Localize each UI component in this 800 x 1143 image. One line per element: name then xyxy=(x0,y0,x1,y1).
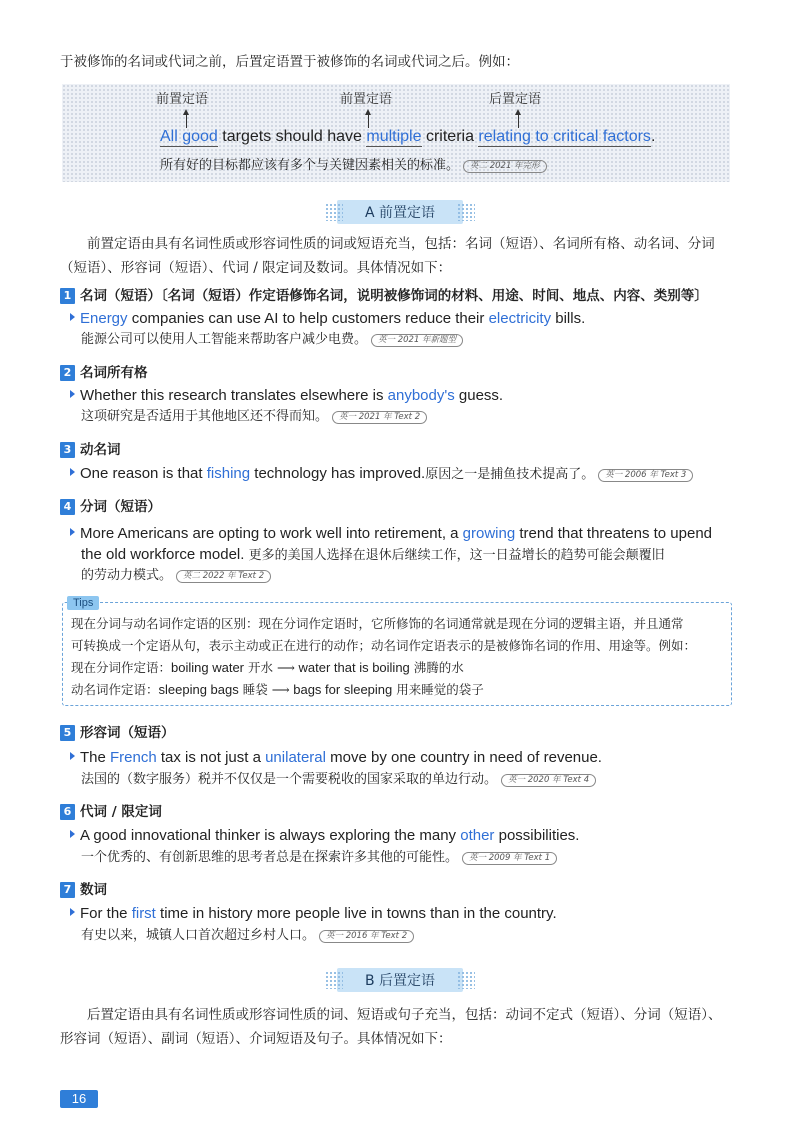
bullet-icon xyxy=(70,830,75,838)
arrow-right-icon: ⟶ xyxy=(271,682,290,697)
tips-line-4: 动名词作定语：sleeping bags 睡袋 ⟶ bags for sleeping 用来睡觉的袋子 xyxy=(71,682,484,697)
arrow-up-icon xyxy=(186,114,187,128)
section-a-intro: 前置定语由具有名词性质或形容词性质的词或短语充当，包括：名词（短语）、名词所有格、动名词、分词 （短语）、形容词（短语）、代词 / 限定词及数词。具体情况如下： xyxy=(60,236,715,276)
intro-line: 于被修饰的名词或代词之前，后置定语置于被修饰的名词或代词之后。例如： xyxy=(60,54,519,70)
item-6-example: A good innovational thinker is always exploring the many other possibilities. xyxy=(70,826,579,846)
source-tag: 英一 2020 年 Text 4 xyxy=(501,774,596,787)
item-7-heading: 7 数词 xyxy=(60,880,107,900)
item-4-example-cont: the old workforce model. 更多的美国人选择在退休后继续工作，这一日益增长的趋势可能会颠覆旧 xyxy=(81,546,665,563)
source-tag: 英二 2021 年完形 xyxy=(463,160,547,173)
bullet-icon xyxy=(70,390,75,398)
page-number: 16 xyxy=(60,1090,98,1108)
item-4-translation: 的劳动力模式。 英二 2022 年 Text 2 xyxy=(81,566,271,586)
item-3-heading: 3 动名词 xyxy=(60,440,121,460)
source-tag: 英二 2022 年 Text 2 xyxy=(176,570,271,583)
item-1-heading: 1 名词（短语）〔名词（短语）作定语修饰名词，说明被修饰词的材料、用途、时间、地点、内容、类别等〕 xyxy=(60,286,708,306)
tips-box xyxy=(62,597,732,706)
example-label-2: 前置定语 xyxy=(340,92,393,107)
source-tag: 英一 2006 年 Text 3 xyxy=(598,469,693,482)
source-tag: 英一 2021 年新题型 xyxy=(371,334,463,347)
example-label-3: 后置定语 xyxy=(489,92,542,107)
item-5-translation: 法国的（数字服务）税并不仅仅是一个需要税收的国家采取的单边行动。 英一 2020 年 Text 4 xyxy=(81,770,596,790)
item-7-example: For the first time in history more people live in towns than in the country. xyxy=(70,904,557,924)
tips-line-1: 现在分词与动名词作定语的区别：现在分词作定语时，它所修饰的名词通常就是现在分词的逻辑主语，并且通常 xyxy=(71,616,684,631)
item-1-translation: 能源公司可以使用人工智能来帮助客户减少电费。 英一 2021 年新题型 xyxy=(81,330,463,350)
example-translation: 所有好的目标都应该有多个与关键因素相关的标准。 英二 2021 年完形 xyxy=(160,154,547,173)
item-5-heading: 5 形容词（短语） xyxy=(60,723,175,743)
arrow-right-icon: ⟶ xyxy=(276,660,295,675)
example-box xyxy=(62,84,730,182)
source-tag: 英一 2021 年 Text 2 xyxy=(332,411,427,424)
item-2-heading: 2 名词所有格 xyxy=(60,363,148,383)
tips-label: Tips xyxy=(67,596,99,610)
item-5-example: The French tax is not just a unilateral move by one country in need of revenue. xyxy=(70,748,602,768)
item-1-example: Energy companies can use AI to help customers reduce their electricity bills. xyxy=(70,309,585,329)
arrow-up-icon xyxy=(518,114,519,128)
item-6-translation: 一个优秀的、有创新思维的思考者总是在探索许多其他的可能性。 英一 2009 年 Text 1 xyxy=(81,848,557,868)
bullet-icon xyxy=(70,468,75,476)
bullet-icon xyxy=(70,528,75,536)
bullet-icon xyxy=(70,752,75,760)
item-4-example: More Americans are opting to work well into retirement, a growing trend that threatens to upend xyxy=(70,524,712,544)
example-label-1: 前置定语 xyxy=(156,92,209,107)
item-2-example: Whether this research translates elsewhere is anybody's guess. xyxy=(70,386,503,406)
bullet-icon xyxy=(70,313,75,321)
section-a-banner: A 前置定语 xyxy=(337,200,463,224)
example-sentence: All good targets should have multiple criteria relating to critical factors. xyxy=(160,128,656,145)
section-b-banner: B 后置定语 xyxy=(337,968,463,992)
item-7-translation: 有史以来，城镇人口首次超过乡村人口。 英一 2016 年 Text 2 xyxy=(81,926,414,946)
item-6-heading: 6 代词 / 限定词 xyxy=(60,802,162,822)
item-2-translation: 这项研究是否适用于其他地区还不得而知。 英一 2021 年 Text 2 xyxy=(81,407,427,427)
item-3-example: One reason is that fishing technology has improved.原因之一是捕鱼技术提高了。 英一 2006 年 Text 3 xyxy=(70,464,693,485)
section-b-intro: 后置定语由具有名词性质或形容词性质的词、短语或句子充当，包括：动词不定式（短语）、分词（短语）、 形容词（短语）、副词（短语）、介词短语及句子。具体情况如下： xyxy=(60,1007,722,1047)
source-tag: 英一 2009 年 Text 1 xyxy=(462,852,557,865)
source-tag: 英一 2016 年 Text 2 xyxy=(319,930,414,943)
bullet-icon xyxy=(70,908,75,916)
item-4-heading: 4 分词（短语） xyxy=(60,497,161,517)
tips-line-2: 可转换成一个定语从句，表示主动或正在进行的动作；动名词作定语表示的是被修饰名词的作用、用途等。例如： xyxy=(71,638,697,653)
tips-line-3: 现在分词作定语：boiling water 开水 ⟶ water that is boiling 沸腾的水 xyxy=(71,660,464,675)
arrow-up-icon xyxy=(368,114,369,128)
